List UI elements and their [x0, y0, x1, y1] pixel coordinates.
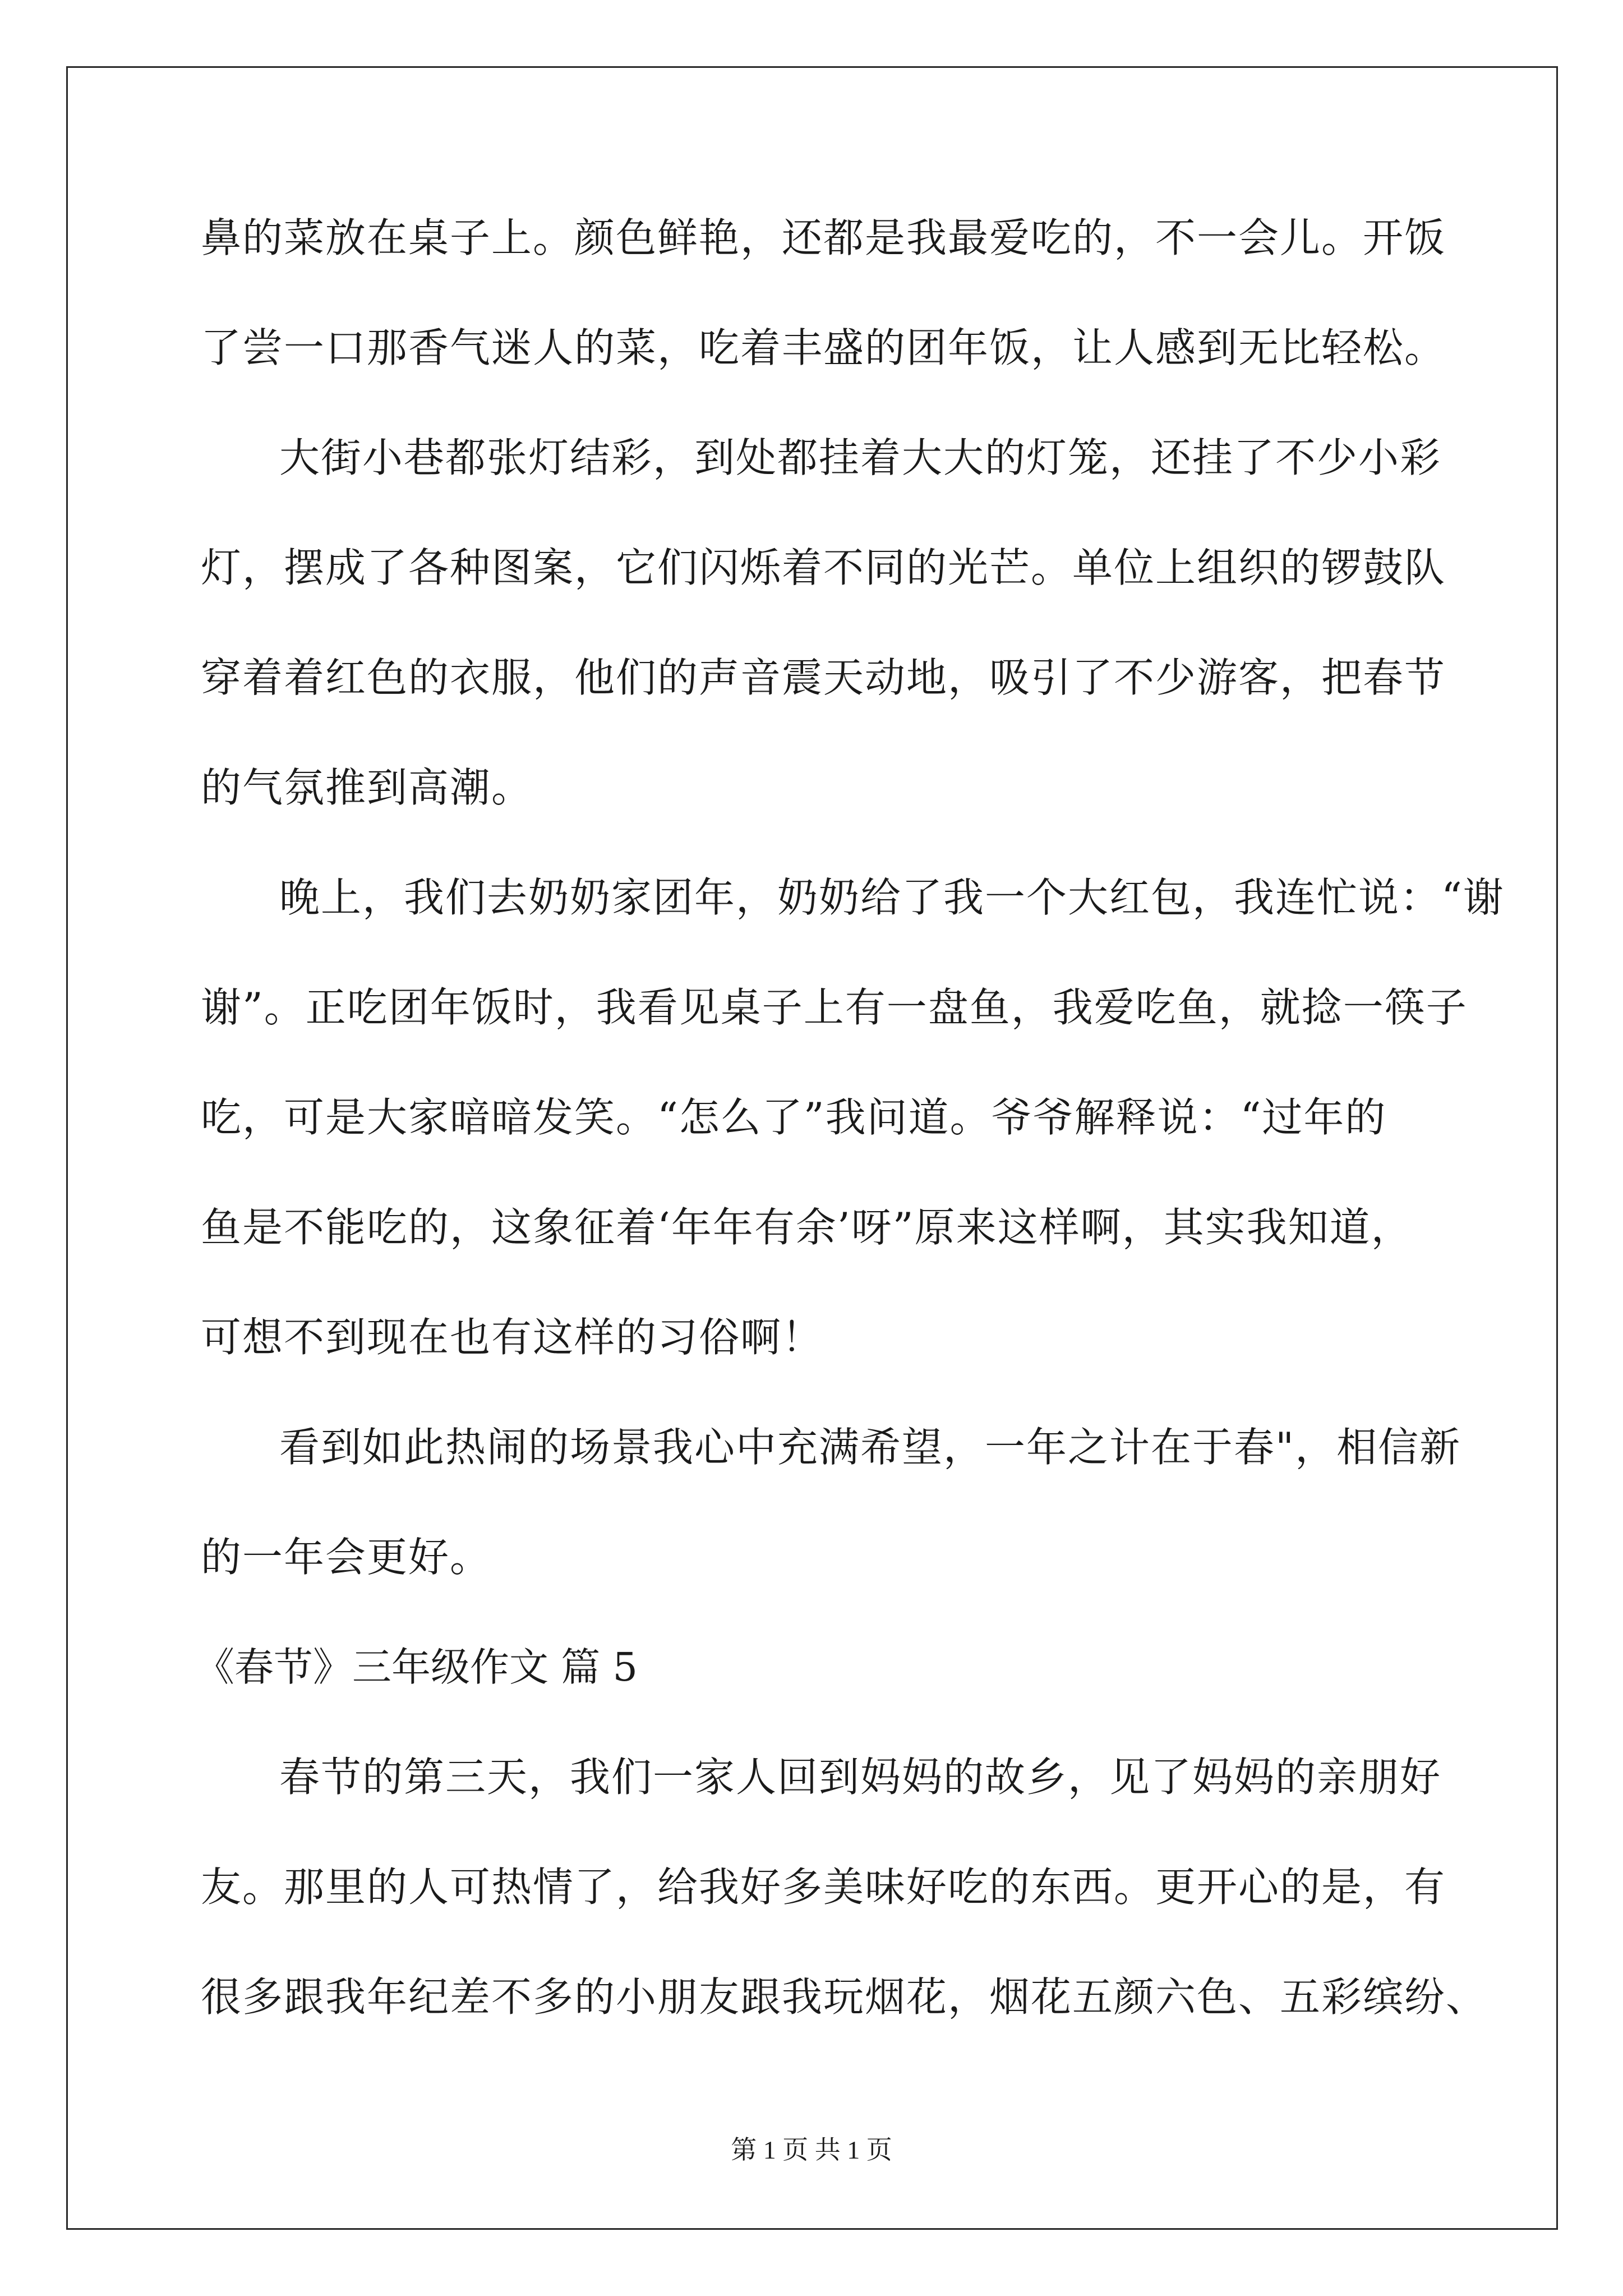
- text-line: 看到如此热闹的场景我心中充满希望，一年之计在于春"，相信新: [279, 1424, 1461, 1471]
- text-line: 友。那里的人可热情了，给我好多美味好吃的东西。更开心的是，有: [201, 1864, 1446, 1911]
- text-line: 吃，可是大家暗暗发笑。“怎么了”我问道。爷爷解释说：“过年的: [201, 1094, 1387, 1141]
- page-footer: 第 1 页 共 1 页: [731, 2136, 892, 2164]
- text-line: 鱼是不能吃的，这象征着‘年年有余’呀”原来这样啊，其实我知道，: [201, 1204, 1413, 1251]
- section-heading: 《春节》三年级作文 篇 5: [195, 1644, 638, 1690]
- text-line: 了尝一口那香气迷人的菜，吃着丰盛的团年饭，让人感到无比轻松。: [201, 324, 1446, 371]
- document-body: [195, 214, 1505, 2087]
- text-line: 的气氛推到高潮。: [201, 764, 533, 811]
- text-line: 很多跟我年纪差不多的小朋友跟我玩烟花，烟花五颜六色、五彩缤纷、: [201, 1973, 1488, 2021]
- text-line: 穿着着红色的衣服，他们的声音震天动地，吸引了不少游客，把春节: [201, 654, 1446, 701]
- text-line: 可想不到现在也有这样的习俗啊！: [201, 1314, 824, 1361]
- text-line: 鼻的菜放在桌子上。颜色鲜艳，还都是我最爱吃的，不一会儿。开饭: [201, 214, 1446, 261]
- text-line: 谢”。正吃团年饭时，我看见桌子上有一盘鱼，我爱吃鱼，就捻一筷子: [201, 984, 1468, 1031]
- text-line: 灯，摆成了各种图案，它们闪烁着不同的光芒。单位上组织的锣鼓队: [201, 544, 1446, 591]
- text-line: 春节的第三天，我们一家人回到妈妈的故乡，见了妈妈的亲朋好: [279, 1754, 1442, 1801]
- text-line: 晚上，我们去奶奶家团年，奶奶给了我一个大红包，我连忙说：“谢: [279, 874, 1505, 921]
- text-line: 大街小巷都张灯结彩，到处都挂着大大的灯笼，还挂了不少小彩: [279, 434, 1442, 481]
- text-line: 的一年会更好。: [201, 1534, 492, 1581]
